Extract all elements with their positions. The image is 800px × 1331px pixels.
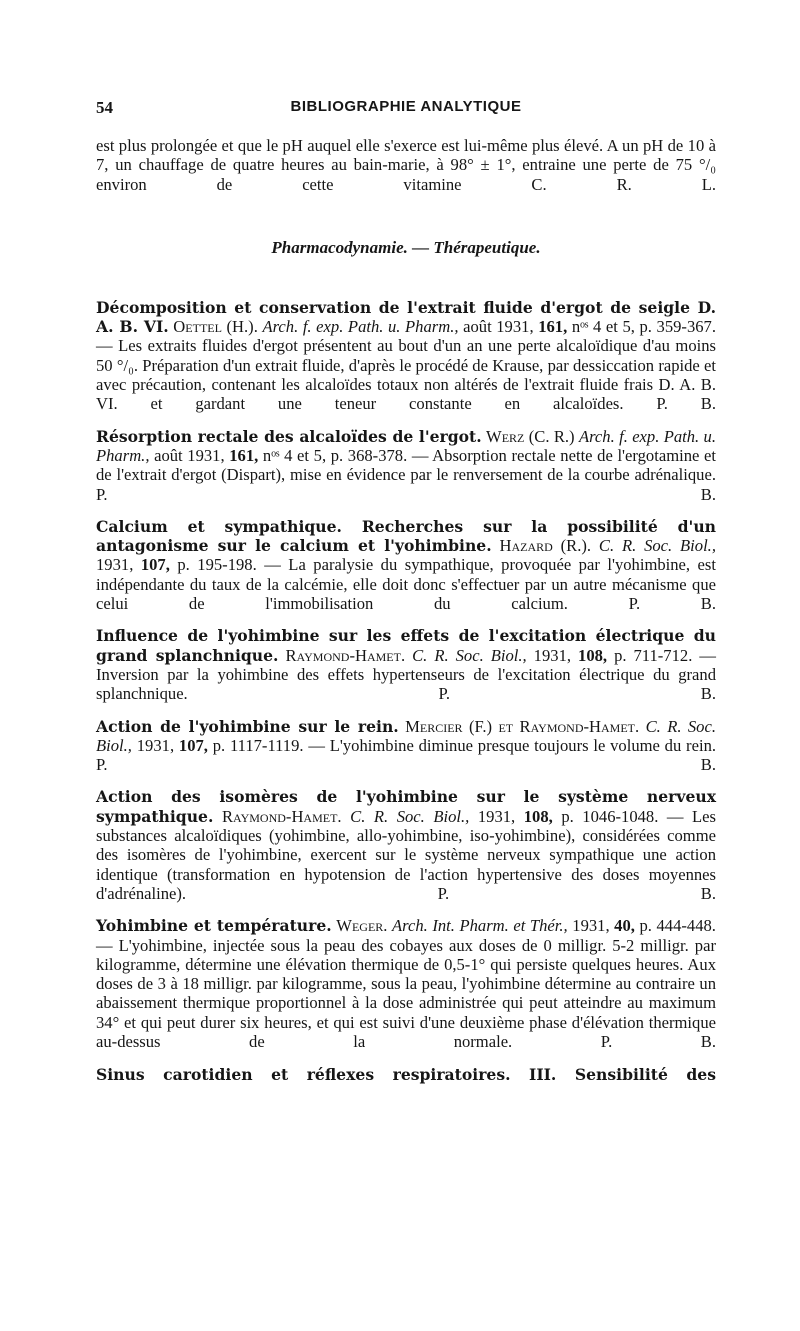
entry-volume: 107, [178,735,208,755]
bibliography-entry [96,298,716,414]
entry-author: Hazard (R.). [499,536,592,556]
entry-pages: nᵒˢ 4 et 5, p. 359-367. [571,317,716,337]
entry-date: 1931, [533,645,572,665]
entry-body: — Les extraits fluides d'ergot présentent au bout d'un an une perte alcaloïdique d'au moins 50 °/₀. Préparation d'un extrait fluide, d'après le procédé de Krause, par dessiccation rapide et avec précaution, contenant les alcaloïdes totaux non altérés de l'extrait fluide frais D. A. B. VI. et gardant une teneur constante en alcaloïdes. [96,336,716,414]
continuation-paragraph [96,136,716,194]
section-heading: Pharmacodynamie. — Thérapeutique. [271,237,541,257]
entry-volume: 161, [229,445,259,465]
entry-body: — Les substances alcaloïdiques (yohimbine, allo-yohimbine, iso-yohimbine), considérées comme des isomères de l'yohimbine, exercent sur le système nerveux sympathique une action identique (transformation en hypotension de l'action hypertensive des doses moyennes d'adrénaline). [96,806,716,903]
entry-list [96,298,716,1051]
entry-signature: P. B. [656,394,717,414]
entry-title: Action des isomères de l'yohimbine sur le système nerveux sympathique. [96,787,716,826]
entry-body: — Absorption rectale nette de l'ergotamine et de l'extrait d'ergot (Dispart), mise en évidence par le renversement de la courbe adrénalique. [96,445,716,485]
entry-date: août 1931, [463,317,534,337]
entry-date: 1931, [477,806,516,826]
entry-title: Action de l'yohimbine sur le rein. [96,716,399,736]
signature: R. L. [616,174,716,194]
continuation-text: est plus prolongée et que le pH auquel elle s'exerce est lui-même plus élevé. A un pH de 10 à 7, un chauffage de quatre heures au bain-marie, à 98° ± 1°, entraine une perte de 75 °/₀ environ de cette vitamine C. [96,136,716,194]
entry-journal: C. R. Soc. Biol., [350,806,470,826]
entry-body: — L'yohimbine diminue presque toujours le volume du rein. [308,735,717,755]
entry-journal: C. R. Soc. Biol., [96,716,716,755]
entry-signature: P. B. [96,484,716,504]
entry-title: Résorption rectale des alcaloïdes de l'ergot. [96,426,482,446]
entry-title: Décomposition et conservation de l'extrait fluide d'ergot de seigle D. A. B. VI. [96,297,716,337]
entry-author: Raymond-Hamet. [221,806,342,826]
entry-date: août 1931, [154,445,225,465]
running-title: BIBLIOGRAPHIE ANALYTIQUE [290,98,522,115]
entry-author: Oettel (H.). [173,317,258,337]
entry-date: 1931, [572,916,610,936]
entry-signature: P. B. [600,1031,716,1051]
entry-date: 1931, [96,555,134,575]
entry-signature: P. B. [437,883,716,903]
entry-pages: p. 711-712. [614,645,693,665]
bibliography-entry [96,517,716,613]
entry-pages: p. 444-448. [639,916,716,936]
bibliography-entry [96,626,716,703]
entry-title: Calcium et sympathique. Recherches sur la possibilité d'un antagonisme sur le calcium et l'yohimbine. [96,516,716,556]
running-head [96,98,716,120]
entry-signature: P. B. [628,594,716,614]
entry-volume: 108, [578,645,608,665]
trailing-entry-title: Sinus carotidien et réflexes respiratoires. III. Sensibilité des [96,1065,716,1085]
entry-author: Raymond-Hamet. [285,645,406,665]
bibliography-entry [96,916,716,1051]
entry-journal: Arch. f. exp. Path. u. Pharm., [96,426,717,465]
entry-volume: 161, [538,317,568,337]
entry-pages: p. 1046-1048. [561,806,659,826]
entry-journal: Arch. Int. Pharm. et Thér., [391,916,568,936]
entry-title: Yohimbine et température. [96,916,332,936]
entry-signature: P. B. [438,684,716,704]
entry-volume: 108, [523,806,553,826]
entry-title: Influence de l'yohimbine sur les effets de l'excitation électrique du grand splanchnique. [96,626,716,665]
entry-author: Werz (C. R.) [486,426,575,446]
entry-volume: 40, [614,916,635,936]
entry-journal: C. R. Soc. Biol., [412,645,527,665]
bibliography-entry [96,787,716,903]
entry-author: Mercier (F.) et Raymond-Hamet. [405,716,640,736]
entry-pages: p. 1117-1119. [212,735,304,755]
entry-author: Weger. [336,916,388,936]
page-number: 54 [96,98,113,117]
entry-volume: 107, [140,555,170,575]
entry-body: — Inversion par la yohimbine des effets hypertenseurs de l'excitation électrique du grand splanchnique. [96,645,716,704]
bibliography-entry [96,717,716,775]
entry-date: 1931, [136,735,175,755]
entry-journal: C. R. Soc. Biol., [598,536,716,556]
entry-signature: P. B. [96,755,716,775]
entry-journal: Arch. f. exp. Path. u. Pharm., [262,317,459,337]
entry-pages: nᵒˢ 4 et 5, p. 368-378. [262,445,408,465]
entry-pages: p. 195-198. [177,555,257,575]
bibliography-entry [96,427,716,504]
entry-body: — L'yohimbine, injectée sous la peau des cobayes aux doses de 0 milligr. 5-2 milligr. par kilogramme, détermine une élévation thermique de 0,5-1° qui persiste quelques heures. Aux doses de 3 à 18 milligr. par kilogramme, sous la peau, l'yohimbine détermine au contraire un abaissement thermique proportionnel à la dose administrée qui peut atteindre au maximum 34° et qui peut durer six heures, et qui est suivi d'une deuxième phase d'élévation thermique au-dessus de la normale. [96,935,716,1051]
entry-body: — La paralysie du sympathique, provoquée par l'yohimbine, est indépendante du taux de la calcémie, elle doit donc s'effectuer par un autre mécanisme que celui de l'immobilisation du calcium. [96,555,716,614]
